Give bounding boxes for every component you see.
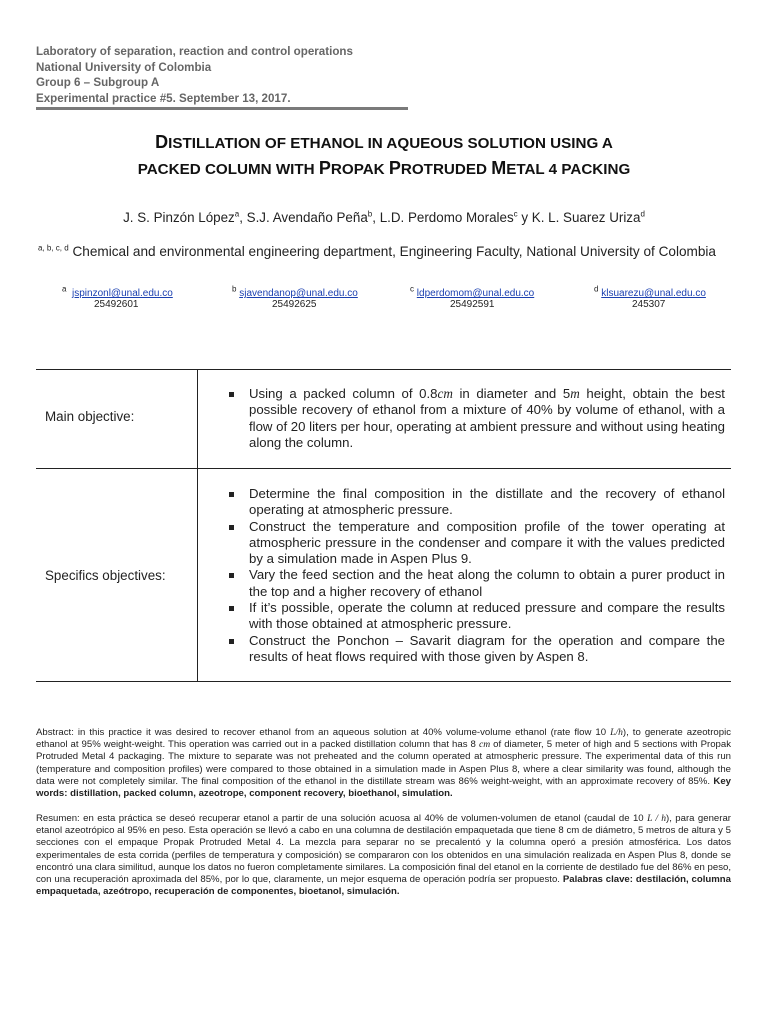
contact-d (594, 284, 764, 310)
paper-title (0, 130, 768, 182)
student-code: 25492591 (450, 299, 495, 310)
lab-header (36, 44, 408, 106)
specific-objective-item: Construct the Ponchon – Savarit diagram for the operation and compare the results of heat flows required with those given by Aspen 8. (227, 633, 725, 666)
contact-c (410, 284, 580, 310)
resumen-text: Resumen: en esta práctica se deseó recuperar etanol a partir de una solución acuosa al 40% de volumen-volumen de etanol (caudal de 10 (36, 813, 648, 824)
table-bottom-rule (36, 681, 731, 682)
abstract-keywords: Key words: distillation, packed column, azeotrope, component recovery, bioethanol, simulation. (36, 775, 731, 800)
email-link[interactable]: ldperdomom@unal.edu.co (416, 288, 535, 299)
author-separator: , (372, 210, 380, 225)
author-mark: d (640, 209, 645, 219)
objectives-table (36, 369, 731, 682)
author-list (0, 210, 768, 225)
abstract-text: ), to generate azeotropic ethanol at 95% weight-weight. This operation was carried out in a packed distillation column that has 8 (36, 727, 731, 751)
abstract (36, 727, 731, 800)
affiliation-text: Chemical and environmental engineering department, Engineering Faculty, National University of Colombia (72, 244, 716, 259)
resumen-keywords: Palabras clave: destilación, columna empaquetada, azeótropo, recuperación de componentes, bioetanol, simulación. (36, 874, 731, 898)
affiliation (38, 244, 738, 259)
header-group: Group 6 – Subgroup A (36, 76, 160, 89)
objective-text: in diameter and 5 (452, 386, 571, 401)
main-objective-item (227, 386, 725, 451)
affiliation-marks: a, b, c, d (38, 243, 69, 253)
abstract-text: Abstract: in this practice it was desired to recover ethanol from an aqueous solution at 40% volume-volume ethanol (rate flow 10 (36, 727, 611, 738)
author-mark: c (513, 209, 518, 219)
resumen-text: ), para generar etanol azeotrópico al 95% en peso. Esta operación se llevó a cabo en una columna de destilación empaquetada que tiene 8 cm de diámetro, 5 metros de altura y 5 secciones con el empaque Propak Protruded Metal 4. La mezcla para separar no se precalentó y la columna operó a presión atmosférica. Los datos experimentales de esta corrida (perfiles de temperatura y composición) se compararon con los obtenidos en una simulación realizada en Aspen Plus 8, donde se encontró una clara similitud, aunque los datos no fueron completamente similares. La composición final del etanol en la corriente de destilado fue del 86% en peso, con una recuperación aproximada del 85%, por lo que, claramente, un mejor esquema de operación podría ser propuesto. (36, 813, 731, 886)
author-separator: , (239, 210, 247, 225)
header-practice: Experimental practice #5. September 13, 2017. (36, 91, 291, 105)
specific-objective-item: If it’s possible, operate the column at reduced pressure and compare the results with those obtained at atmospheric pressure. (227, 600, 725, 633)
table-column-divider (197, 369, 198, 682)
email-link[interactable]: jspinzonl@unal.edu.co (72, 288, 173, 299)
author-mark: b (367, 209, 373, 219)
author-name: K. L. Suarez Uriza (531, 210, 641, 225)
contact-mark: c (410, 284, 414, 294)
header-university: National University of Colombia (36, 60, 212, 74)
contact-mark: d (594, 284, 599, 294)
unit-m: m (570, 386, 580, 401)
header-divider (36, 107, 408, 110)
objective-text: height, obtain the best possible recovery of ethanol from a mixture of 40% by volume of ethanol, with a flow of 20 liters per hour, operating at ambient pressure and without using heating along the column. (249, 386, 725, 450)
email-link[interactable]: klsuarezu@unal.edu.co (601, 288, 706, 299)
main-objective-label: Main objective: (45, 409, 135, 424)
author-name: S.J. Avendaño Peña (246, 210, 368, 225)
contact-mark: a (62, 284, 67, 294)
table-middle-rule (36, 468, 731, 469)
unit-cm: cm (437, 386, 453, 401)
abstract-text: of diameter, 5 meter of high and 5 sections with Propak Protruded Metal 4 packaging. The mixture to separate was not preheated and the column operated at atmospheric pressure. The experimental data of this run (temperature and composition profiles) were compared to those obtained in a simulation made in Aspen Plus 8, where a clear similarity was found, although the data were not completely similar. The final composition of the ethanol in the distillate stream was 86% weight-weight, with an approximate recovery of 85%. (36, 739, 732, 787)
unit-flow: L / h (647, 813, 667, 824)
table-top-rule (36, 369, 731, 370)
specific-objectives-list (227, 486, 725, 665)
email-link[interactable]: sjavendanop@unal.edu.co (239, 288, 358, 299)
student-code: 25492601 (94, 299, 139, 310)
contact-b (232, 284, 402, 310)
unit-cm: cm (478, 739, 491, 751)
resumen (36, 813, 731, 898)
author-mark: a (234, 209, 240, 219)
student-code: 245307 (632, 299, 666, 310)
unit-flow: L/h (610, 727, 623, 738)
title-line-1: DISTILLATION OF ETHANOL IN AQUEOUS SOLUTION USING A (155, 132, 613, 152)
contact-a (62, 284, 232, 310)
objective-text: Using a packed column of 0.8 (249, 386, 438, 401)
specific-objective-item: Determine the final composition in the distillate and the recovery of ethanol operating at atmospheric pressure. (227, 486, 725, 519)
header-lab-name: Laboratory of separation, reaction and control operations (36, 45, 353, 58)
specific-objective-item: Vary the feed section and the heat along the column to obtain a purer product in the top and a higher recovery of ethanol (227, 567, 725, 600)
author-separator: y (517, 210, 532, 225)
title-line-2: PACKED COLUMN WITH PROPAK PROTRUDED METAL 4 PACKING (137, 158, 631, 178)
author-name: L.D. Perdomo Morales (379, 210, 514, 225)
student-code: 25492625 (272, 299, 317, 310)
main-objective-list (227, 386, 725, 451)
specific-objectives-label: Specifics objectives: (45, 568, 166, 583)
author-name: J. S. Pinzón López (123, 210, 235, 225)
contact-mark: b (232, 284, 237, 294)
specific-objective-item: Construct the temperature and composition profile of the tower operating at atmospheric pressure in the condenser and compare it with the values predicted by a simulation made in Aspen Plus 9. (227, 519, 725, 568)
